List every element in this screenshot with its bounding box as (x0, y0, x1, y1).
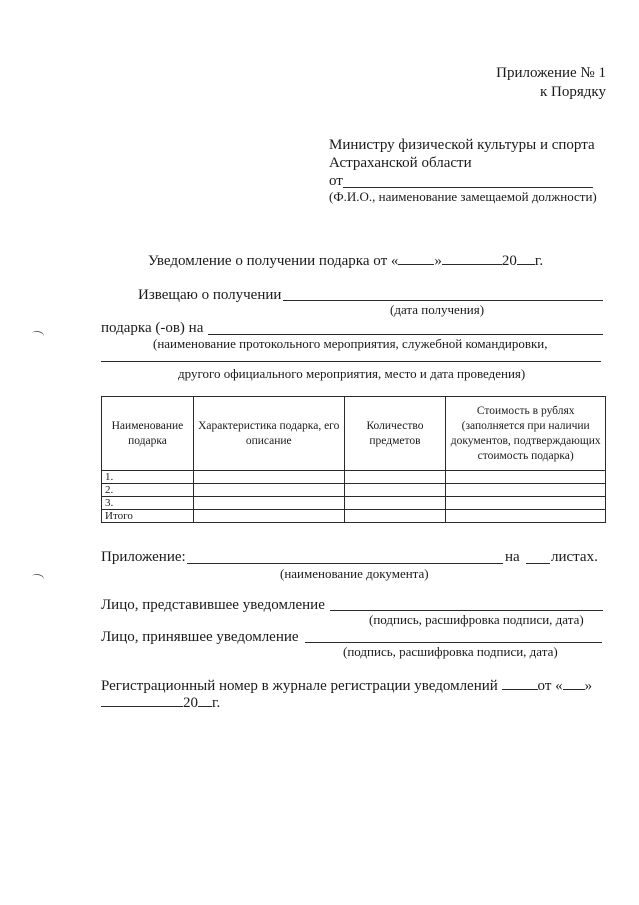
table-cell[interactable] (446, 510, 606, 523)
title-close-quote: » (434, 253, 442, 269)
table-cell[interactable] (193, 471, 344, 484)
hole-punch-mark-bottom (31, 573, 45, 584)
title-year-blank[interactable] (517, 252, 535, 265)
title-prefix: Уведомление о получении подарка от « (148, 253, 399, 269)
table-cell[interactable] (446, 484, 606, 497)
title-suffix: г. (534, 253, 544, 269)
table-cell[interactable] (193, 497, 344, 510)
table-row[interactable] (102, 497, 606, 510)
registration-suffix: г. (212, 695, 221, 711)
title-month-blank[interactable] (442, 252, 502, 265)
notice-title (148, 252, 543, 270)
notify-label: Извещаю о получении (138, 287, 282, 303)
table-cell[interactable] (344, 484, 446, 497)
row-number: 3. (102, 497, 194, 510)
date-hint: (дата получения) (390, 302, 485, 317)
submitted-label: Лицо, представившее уведомление (101, 597, 325, 613)
table-header-row (102, 397, 606, 471)
addressee-line1: Министру физической культуры и спорта (329, 137, 595, 153)
registration-label: Регистрационный номер в журнале регистрации уведомлений (101, 678, 498, 694)
table-cell[interactable] (446, 497, 606, 510)
addressee-line2: Астраханской области (329, 155, 472, 171)
registration-month-blank[interactable] (101, 694, 183, 707)
attachment-sheets-line[interactable] (526, 563, 550, 564)
table-row[interactable] (102, 484, 606, 497)
col-cost-header: Стоимость в рублях (заполняется при наличии документов, подтверждающих стоимость подарка) (446, 397, 606, 471)
col-description-header: Характеристика подарка, его описание (193, 397, 344, 471)
event-line-2[interactable] (101, 361, 601, 362)
attachment-hint: (наименование документа) (280, 566, 429, 581)
attachment-sheets: листах. (551, 549, 598, 565)
table-cell[interactable] (446, 471, 606, 484)
table-cell[interactable] (193, 484, 344, 497)
event-hint-line1: (наименование протокольного мероприятия, служебной командировки, (153, 336, 548, 351)
registration-day-blank[interactable] (563, 677, 585, 690)
appendix-line2: к Порядку (540, 84, 606, 100)
table-cell[interactable] (344, 497, 446, 510)
accepted-hint: (подпись, расшифровка подписи, дата) (343, 644, 558, 659)
col-quantity-header: Количество предметов (344, 397, 446, 471)
attachment-doc-line[interactable] (187, 563, 503, 564)
submitted-signature-line[interactable] (330, 610, 603, 611)
table-total-row[interactable] (102, 510, 606, 523)
receipt-date-line[interactable] (283, 300, 603, 301)
table-cell[interactable] (344, 510, 446, 523)
row-number: 2. (102, 484, 194, 497)
registration-from: от « (537, 678, 563, 694)
registration-number-blank[interactable] (502, 677, 538, 690)
registration-year: 20 (183, 695, 198, 711)
attachment-on: на (505, 549, 520, 565)
from-prefix: от (329, 173, 343, 189)
registration-year-blank[interactable] (198, 694, 212, 707)
hole-punch-mark-top (31, 330, 45, 341)
table-row[interactable] (102, 471, 606, 484)
from-hint: (Ф.И.О., наименование замещаемой должности) (329, 189, 597, 204)
accepted-signature-line[interactable] (305, 642, 602, 643)
submitted-hint: (подпись, расшифровка подписи, дата) (369, 612, 584, 627)
table-cell[interactable] (193, 510, 344, 523)
title-year: 20 (501, 253, 517, 269)
registration-date-line (101, 694, 220, 712)
registration-close-quote: » (584, 678, 593, 694)
appendix-line1: Приложение № 1 (496, 65, 606, 81)
registration-line (101, 677, 592, 695)
accepted-label: Лицо, принявшее уведомление (101, 629, 299, 645)
title-day-blank[interactable] (398, 252, 434, 265)
total-label: Итого (102, 510, 194, 523)
from-field-line[interactable] (343, 187, 593, 188)
attachment-label: Приложение: (101, 549, 186, 565)
table-cell[interactable] (344, 471, 446, 484)
col-gift-name-header: Наименование подарка (102, 397, 194, 471)
row-number: 1. (102, 471, 194, 484)
gift-label: подарка (-ов) на (101, 320, 204, 336)
gifts-table (101, 396, 606, 523)
event-hint-line2: другого официального мероприятия, место и дата проведения) (178, 366, 526, 381)
event-line-1[interactable] (208, 334, 603, 335)
